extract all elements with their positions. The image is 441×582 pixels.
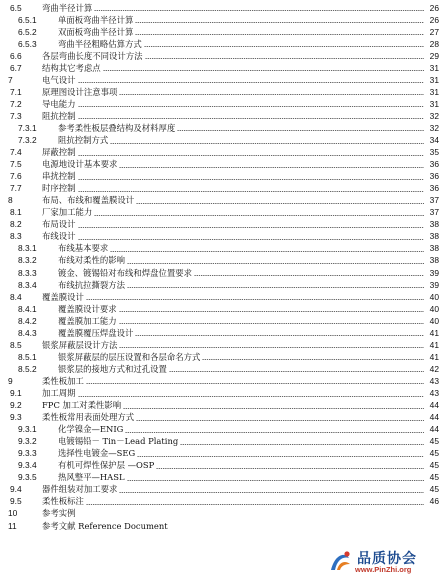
toc-entry-title: 覆盖膜设计 [42,291,84,302]
toc-leader-dots [127,287,424,288]
toc-entry-title: 银浆屏蔽层的层压设置和各层命名方式 [58,351,201,362]
toc-entry[interactable] [0,267,441,279]
toc-entry-title: 覆盖膜设计要求 [58,303,117,314]
toc-leader-dots [125,432,424,433]
toc-entry[interactable] [0,182,441,194]
toc-entry-page: 45 [429,472,439,483]
toc-entry[interactable] [0,242,441,254]
toc-entry[interactable] [0,399,441,411]
toc-entry-title: 布局、布线和覆盖膜设计 [42,195,135,206]
toc-entry-number: 8.1 [10,207,22,218]
toc-entry[interactable] [0,387,441,399]
toc-entry-title: 镀金、镀锡铅对布线和焊盘位置要求 [58,267,192,278]
toc-leader-dots [78,191,424,192]
toc-entry[interactable] [0,206,441,218]
toc-leader-dots [177,130,424,131]
toc-entry[interactable] [0,2,441,14]
toc-entry-title: 原理图设计注意事项 [42,86,118,97]
toc-leader-dots [78,227,424,228]
toc-entry-page: 45 [429,484,439,495]
toc-entry-number: 8.4.1 [18,303,37,314]
toc-entry-title: 化学镍金—ENIG [58,424,124,435]
toc-entry-title: 导电能力 [42,98,76,109]
toc-entry[interactable] [0,170,441,182]
toc-entry-number: 8.3.2 [18,255,37,266]
toc-entry-number: 7.1 [10,86,22,97]
toc-entry-page: 39 [429,267,439,278]
toc-entry[interactable] [0,98,441,110]
toc-leader-dots [78,155,424,156]
toc-entry-title: 热风整平—HASL [58,472,125,483]
toc-entry-number: 9.3 [10,412,22,423]
toc-entry-number: 8.4 [10,291,22,302]
toc-entry[interactable] [0,279,441,291]
toc-entry[interactable] [0,110,441,122]
toc-leader-dots [110,251,424,252]
toc-entry-number: 6.5.1 [18,14,37,25]
toc-entry-page: 38 [429,219,439,230]
toc-entry-page: 40 [429,315,439,326]
toc-entry-page: 27 [429,26,439,37]
toc-entry[interactable] [0,291,441,303]
toc-entry-page: 31 [429,98,439,109]
toc-entry[interactable] [0,134,441,146]
toc-entry-number: 9.1 [10,388,22,398]
toc-entry-number: 6.5 [10,2,22,13]
pinzhi-logo-icon [327,548,353,574]
toc-entry-title: 银浆屏蔽层设计方法 [42,339,118,350]
toc-entry-page: 41 [429,327,439,338]
toc-entry-number: 8.2 [10,219,22,230]
toc-entry-number: 9.5 [10,496,22,507]
toc-entry-title: FPC 加工对柔性影响 [42,400,122,411]
toc-entry-page: 42 [429,363,439,374]
toc-entry-page: 29 [429,50,439,61]
toc-entry[interactable] [0,351,441,363]
toc-entry-number: 10 [8,508,18,519]
toc-entry[interactable] [0,74,441,86]
toc-entry-number: 8.5.1 [18,351,37,362]
toc-entry-title: 时序控制 [42,183,76,194]
toc-entry-title: 屏蔽控制 [42,147,76,158]
toc-leader-dots [78,396,424,397]
toc-entry-page: 36 [429,171,439,182]
toc-entry-page: 41 [429,339,439,350]
toc-leader-dots [169,371,424,372]
toc-entry-page: 31 [429,86,439,97]
toc-entry-title: 柔性板常用表面处理方式 [42,412,135,423]
toc-entry-page: 34 [429,135,439,146]
toc-entry-title: 选择性电镀金—SEG [58,448,136,459]
toc-entry[interactable] [0,50,441,62]
toc-entry[interactable] [0,146,441,158]
toc-entry-page: 32 [429,110,439,121]
toc-entry-title: 参考实例 [42,508,76,519]
toc-entry-number: 9.3.3 [18,448,37,459]
toc-entry[interactable] [0,38,441,50]
toc-entry-title: 布线对柔性的影响 [58,255,125,266]
toc-entry[interactable] [0,471,441,483]
toc-entry-title: 加工周期 [42,388,76,398]
toc-leader-dots [194,275,424,276]
toc-entry-page: 44 [429,412,439,423]
toc-entry-page: 36 [429,159,439,170]
toc-leader-dots [110,143,424,144]
toc-entry-number: 7.4 [10,147,22,158]
toc-entry-number: 9.3.5 [18,472,37,483]
toc-entry-number: 7 [8,74,13,85]
toc-entry-number: 8 [8,195,13,206]
toc-entry-number: 11 [8,520,17,531]
toc-entry[interactable] [0,520,441,532]
toc-entry-number: 7.3.2 [18,135,37,146]
toc-entry[interactable] [0,507,441,519]
toc-entry-title: 柔性板加工 [42,375,84,386]
toc-leader-dots [94,215,424,216]
toc-entry-page: 38 [429,255,439,266]
toc-entry-page: 44 [429,400,439,411]
toc-entry[interactable] [0,327,441,339]
toc-entry-number: 9.3.2 [18,436,37,447]
toc-leader-dots [86,299,424,300]
toc-leader-dots [127,263,424,264]
toc-entry-title: 参考文献 Reference Document [42,520,168,531]
toc-entry-title: 布线抗拉撕裂方法 [58,279,125,290]
toc-entry[interactable] [0,411,441,423]
toc-entry-number: 8.4.2 [18,315,37,326]
toc-entry-title: 布局设计 [42,219,76,230]
toc-entry[interactable] [0,26,441,38]
toc-entry-page: 36 [429,183,439,194]
toc-entry-number: 9 [8,375,13,386]
toc-entry-page: 43 [429,375,439,386]
toc-entry-number: 8.5 [10,339,22,350]
toc-entry-page: 44 [429,424,439,435]
toc-entry[interactable] [0,459,441,471]
toc-leader-dots [78,82,424,83]
toc-entry-number: 9.3.1 [18,424,37,435]
toc-leader-dots [78,239,424,240]
pinzhi-logo [327,548,437,576]
toc-entry-title: 各层弯曲长度不同设计方法 [42,50,143,61]
toc-entry[interactable] [0,122,441,134]
toc-leader-dots [86,383,424,384]
toc-leader-dots [94,10,424,11]
toc-leader-dots [136,203,424,204]
toc-entry-title: 阻抗控制方式 [58,135,109,146]
toc-entry-page: 38 [429,243,439,254]
toc-entry-page: 45 [429,448,439,459]
toc-entry[interactable] [0,194,441,206]
toc-entry-number: 8.3.1 [18,243,37,254]
toc-entry[interactable] [0,447,441,459]
toc-entry-page: 41 [429,351,439,362]
toc-entry[interactable] [0,303,441,315]
toc-leader-dots [135,335,424,336]
table-of-contents [0,2,441,532]
toc-entry-title: 器件组装对加工要求 [42,484,118,495]
toc-entry-title: 布线设计 [42,231,76,242]
toc-entry-number: 6.5.3 [18,38,37,49]
toc-entry[interactable] [0,339,441,351]
toc-leader-dots [127,480,424,481]
toc-leader-dots [119,323,424,324]
toc-entry-title: 柔性板标注 [42,496,84,507]
toc-entry-page: 28 [429,38,439,49]
toc-entry[interactable] [0,254,441,266]
toc-entry-title: 参考柔性板层叠结构及材料厚度 [58,122,176,133]
toc-leader-dots [119,311,424,312]
toc-entry-page: 26 [429,2,439,13]
toc-entry-number: 6.6 [10,50,22,61]
toc-entry-number: 7.2 [10,98,22,109]
toc-entry[interactable] [0,86,441,98]
toc-entry-page: 37 [429,207,439,218]
toc-entry[interactable] [0,363,441,375]
toc-leader-dots [123,408,424,409]
toc-entry-title: 串扰控制 [42,171,76,182]
toc-entry-number: 8.3.4 [18,279,37,290]
toc-entry-title: 电镀锡铅－ Tin－Lead Plating [58,436,179,447]
toc-entry[interactable] [0,14,441,26]
toc-leader-dots [78,118,424,119]
toc-entry[interactable] [0,315,441,327]
toc-entry-number: 7.3.1 [18,122,37,133]
toc-entry-number: 7.7 [10,183,22,194]
toc-entry-number: 8.3.3 [18,267,37,278]
toc-entry-page: 31 [429,74,439,85]
toc-leader-dots [78,106,424,107]
toc-entry-number: 6.5.2 [18,26,37,37]
toc-entry-number: 7.6 [10,171,22,182]
toc-entry-title: 弯曲半径计算 [42,2,93,13]
toc-entry-number: 8.3 [10,231,22,242]
toc-leader-dots [135,34,424,35]
toc-entry-title: 覆盖膜覆压焊盘设计 [58,327,134,338]
toc-entry-page: 45 [429,460,439,471]
toc-entry-page: 43 [429,388,439,398]
toc-entry[interactable] [0,435,441,447]
toc-entry-title: 单面板弯曲半径计算 [58,14,134,25]
toc-entry-page: 38 [429,231,439,242]
toc-entry-number: 7.3 [10,110,22,121]
toc-entry[interactable] [0,62,441,74]
toc-leader-dots [136,420,424,421]
toc-entry[interactable] [0,230,441,242]
toc-leader-dots [135,22,424,23]
toc-leader-dots [103,70,424,71]
toc-entry-title: 厂家加工能力 [42,207,93,218]
toc-entry-page: 35 [429,147,439,158]
toc-leader-dots [78,179,424,180]
toc-entry-number: 8.4.3 [18,327,37,338]
toc-entry[interactable] [0,495,441,507]
toc-leader-dots [86,504,424,505]
toc-entry-number: 9.4 [10,484,22,495]
toc-entry-page: 46 [429,496,439,507]
toc-entry-page: 37 [429,195,439,206]
toc-entry[interactable] [0,423,441,435]
toc-leader-dots [156,468,424,469]
toc-leader-dots [119,167,424,168]
toc-entry-title: 电气设计 [42,74,76,85]
toc-entry-title: 覆盖膜加工能力 [58,315,117,326]
toc-entry-page: 32 [429,122,439,133]
toc-entry-number: 6.7 [10,62,22,73]
toc-leader-dots [180,444,424,445]
toc-entry-page: 45 [429,436,439,447]
toc-leader-dots [202,359,424,360]
toc-entry-number: 7.5 [10,159,22,170]
logo-name: 品质协会 [357,551,417,567]
toc-leader-dots [119,94,424,95]
toc-entry-title: 布线基本要求 [58,243,109,254]
toc-entry-page: 40 [429,291,439,302]
toc-entry-title: 银浆层的接地方式和过孔设置 [58,363,167,374]
toc-entry[interactable] [0,375,441,387]
toc-entry-title: 结构其它考虑点 [42,62,101,73]
toc-leader-dots [119,492,424,493]
toc-leader-dots [144,46,424,47]
toc-entry-number: 8.5.2 [18,363,37,374]
toc-entry-title: 双面板弯曲半径计算 [58,26,134,37]
toc-entry-page: 26 [429,14,439,25]
toc-leader-dots [145,58,424,59]
toc-entry-title: 阻抗控制 [42,110,76,121]
toc-entry[interactable] [0,483,441,495]
toc-entry-title: 有机可焊性保护层 —OSP [58,460,155,471]
logo-url: www.PinZhi.org [355,565,412,574]
toc-entry-page: 40 [429,303,439,314]
toc-entry-number: 9.2 [10,400,22,411]
toc-entry-page: 39 [429,279,439,290]
toc-leader-dots [119,347,424,348]
toc-entry-title: 电源地设计基本要求 [42,159,118,170]
toc-entry-number: 9.3.4 [18,460,37,471]
toc-entry[interactable] [0,158,441,170]
toc-entry[interactable] [0,218,441,230]
toc-entry-title: 弯曲半径粗略估算方式 [58,38,142,49]
toc-leader-dots [137,456,424,457]
toc-entry-page: 31 [429,62,439,73]
